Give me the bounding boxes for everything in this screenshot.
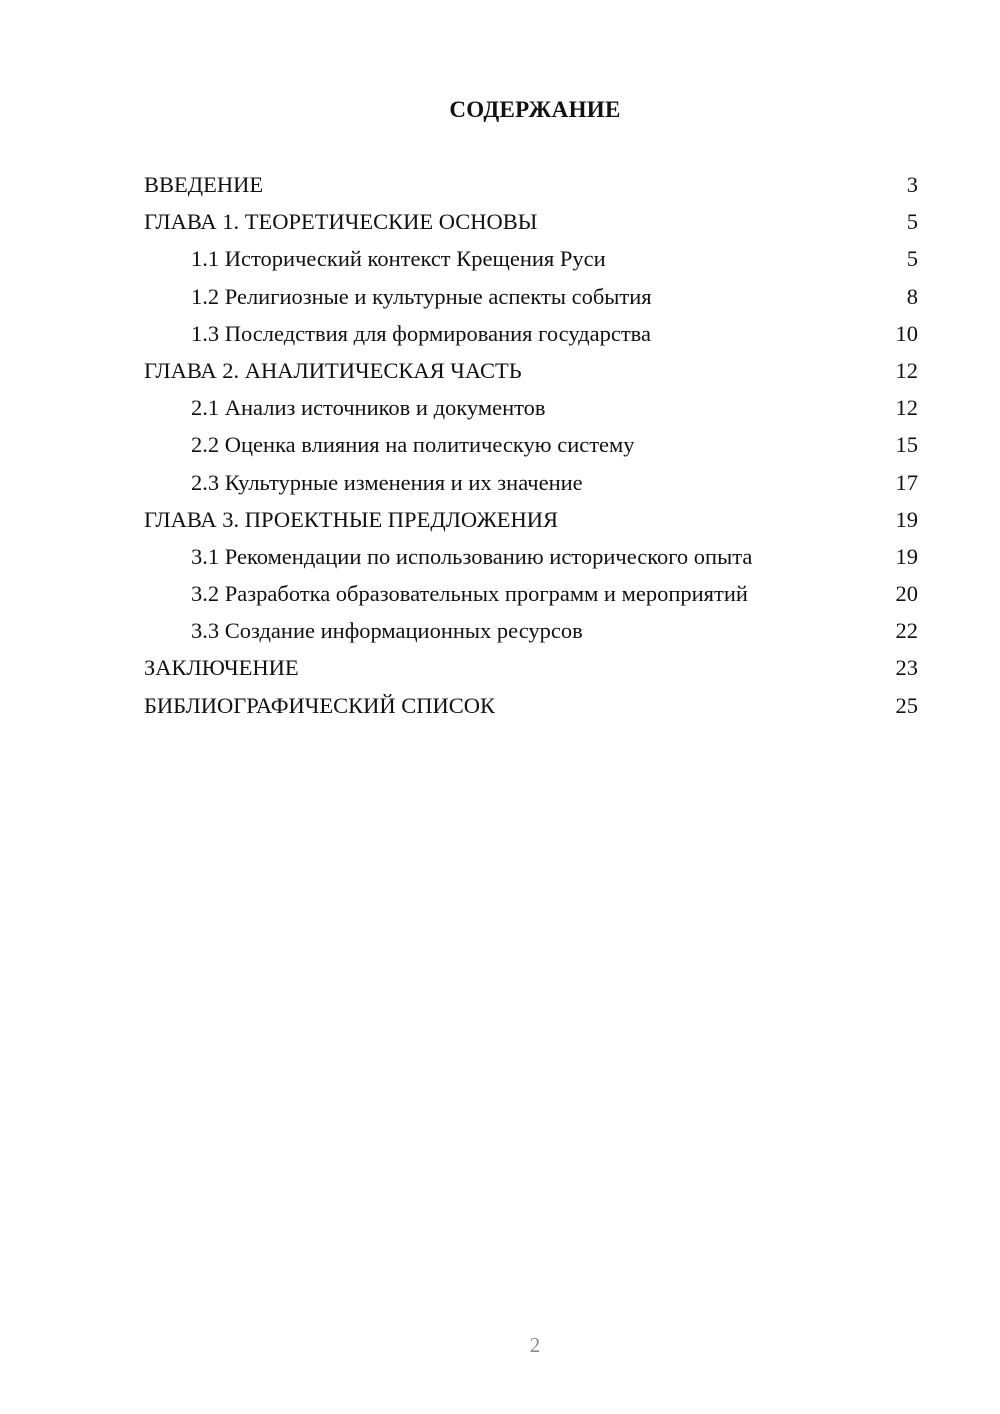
toc-entry-label: ГЛАВА 1. ТЕОРЕТИЧЕСКИЕ ОСНОВЫ <box>144 209 538 235</box>
toc-entry-page: 23 <box>895 655 918 681</box>
toc-entry <box>144 464 918 501</box>
toc-entry-page: 25 <box>895 692 918 718</box>
toc-entry <box>144 352 918 389</box>
toc-entry-label: БИБЛИОГРАФИЧЕСКИЙ СПИСОК <box>144 692 496 718</box>
toc-entry-label: 3.3 Создание информационных ресурсов <box>191 618 583 644</box>
toc-entry-page: 10 <box>895 320 918 346</box>
table-of-contents <box>144 166 918 724</box>
toc-entry-label: 2.3 Культурные изменения и их значение <box>191 469 583 495</box>
toc-entry-label: 3.1 Рекомендации по использованию исторического опыта <box>191 543 753 569</box>
toc-entry-page: 5 <box>906 209 918 235</box>
toc-entry <box>144 501 918 538</box>
toc-entry <box>144 649 918 686</box>
toc-entry-page: 12 <box>895 357 918 383</box>
toc-entry-page: 20 <box>895 581 918 607</box>
toc-entry <box>144 278 918 315</box>
toc-entry-label: 1.3 Последствия для формирования государства <box>191 320 651 346</box>
toc-entry-label: ГЛАВА 2. АНАЛИТИЧЕСКАЯ ЧАСТЬ <box>144 357 522 383</box>
toc-entry <box>144 426 918 463</box>
toc-entry <box>144 166 918 203</box>
toc-entry-label: 1.2 Религиозные и культурные аспекты события <box>191 283 652 309</box>
toc-entry <box>144 538 918 575</box>
toc-entry-page: 3 <box>906 172 918 197</box>
toc-entry-page: 19 <box>895 506 918 532</box>
toc-entry-page: 22 <box>895 618 918 644</box>
toc-entry <box>144 389 918 426</box>
toc-entry-page: 5 <box>906 246 918 272</box>
toc-entry <box>144 203 918 240</box>
toc-entry-page: 12 <box>895 395 918 421</box>
toc-entry <box>144 612 918 649</box>
toc-entry-label: 2.1 Анализ источников и документов <box>191 395 546 421</box>
page-number: 2 <box>529 1333 541 1357</box>
toc-entry-label: 2.2 Оценка влияния на политическую систему <box>191 432 635 458</box>
toc-entry-page: 8 <box>906 283 918 309</box>
toc-entry-label: ГЛАВА 3. ПРОЕКТНЫЕ ПРЕДЛОЖЕНИЯ <box>144 506 559 532</box>
toc-entry-label: ВВЕДЕНИЕ <box>144 172 264 197</box>
toc-entry-page: 15 <box>895 432 918 458</box>
toc-entry-page: 19 <box>895 543 918 569</box>
page-title: СОДЕРЖАНИЕ <box>449 97 621 122</box>
toc-entry <box>144 240 918 277</box>
toc-entry <box>144 687 918 724</box>
toc-entry-page: 17 <box>895 469 918 495</box>
toc-entry-label: 1.1 Исторический контекст Крещения Руси <box>191 246 606 272</box>
toc-entry <box>144 315 918 352</box>
toc-entry-label: 3.2 Разработка образовательных программ и мероприятий <box>191 581 748 607</box>
toc-entry <box>144 575 918 612</box>
toc-entry-label: ЗАКЛЮЧЕНИЕ <box>144 655 299 681</box>
